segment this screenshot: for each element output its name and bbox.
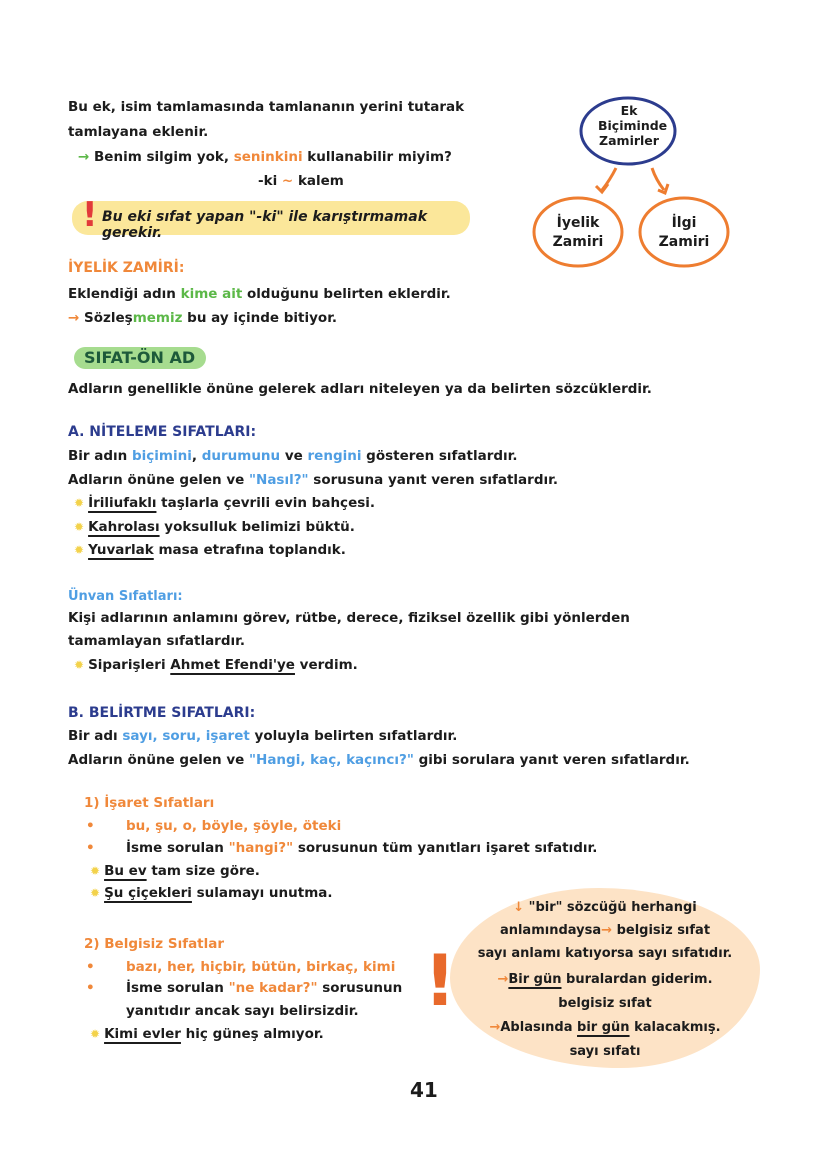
intro-example: → Benim silgim yok, seninkini kullanabilir miyim? [78,149,452,165]
belgisiz-question-2: yanıtıdır ancak sayı belirsizdir. [126,1003,359,1019]
unvan-l1: Kişi adlarının anlamını görev, rütbe, derece, fiziksel özellik gibi yönlerden [68,610,630,626]
note-l4: →Bir gün buralardan giderim. [497,972,713,987]
belirtme-l2: Adların önüne gelen ve "Hangi, kaç, kaçıncı?" gibi sorulara yanıt veren sıfatlardır. [68,752,690,768]
page-number: 41 [410,1078,438,1102]
star-icon: ✹ [90,1027,101,1041]
arrow-left [596,168,616,192]
isaret-ex-1: ✹ Bu ev tam size göre. [90,863,260,879]
arrow-icon: ↓ [513,900,529,915]
niteleme-ex-2: ✹ Kahrolası yoksulluk belimizi büktü. [74,519,355,535]
diagram-right: İlgi Zamiri [658,215,710,250]
wave-arrow-icon: ~ [281,173,294,189]
isaret-words: • bu, şu, o, böyle, şöyle, öteki [86,818,342,834]
star-icon: ✹ [74,658,85,672]
isaret-ex-2: ✹ Şu çiçekleri sulamayı unutma. [90,885,333,901]
diagram-root: Ek Biçiminde Zamirler [598,103,668,148]
star-icon: ✹ [74,496,85,510]
star-icon: ✹ [90,886,101,900]
isaret-question: • İsme sorulan "hangi?" sorusunun tüm yanıtları işaret sıfatıdır. [86,840,598,856]
niteleme-title: A. NİTELEME SIFATLARI: [68,424,257,440]
star-icon: ✹ [74,543,85,557]
note-l1: ↓ "bir" sözcüğü herhangi [513,900,697,915]
note-l6: →Ablasında bir gün kalacakmış. [489,1020,721,1035]
star-icon: ✹ [74,520,85,534]
arrow-icon: → [68,310,85,326]
sifat-title-pill: SIFAT-ÖN AD [74,347,206,369]
ki-kalem: -ki ~ kalem [258,173,344,189]
intro-line-2: tamlayana eklenir. [68,124,209,140]
arrow-right [652,168,668,193]
arrow-icon: → [78,149,95,165]
belgisiz-words: • bazı, her, hiçbir, bütün, birkaç, kimi [86,959,396,975]
exclamation-icon: ! [82,195,98,235]
belirtme-title: B. BELİRTME SIFATLARI: [68,705,256,721]
note-l7: sayı sıfatı [569,1044,641,1059]
note-l2: anlamındaysa→ belgisiz sıfat [499,923,711,938]
niteleme-ex-1: ✹ İriliufaklı taşlarla çevrili evin bahçesi. [74,495,376,511]
arrow-icon: → [497,972,509,987]
belgisiz-example: ✹ Kimi evler hiç güneş almıyor. [90,1026,324,1042]
niteleme-ex-3: ✹ Yuvarlak masa etrafına toplandık. [74,542,346,558]
unvan-title: Ünvan Sıfatları: [68,589,183,604]
warning-box: ! Bu eki sıfat yapan "-ki" ile karıştırmamak gerekir. [72,201,470,235]
iyelik-title: İYELİK ZAMİRİ: [68,260,185,276]
niteleme-l1: Bir adın biçimini, durumunu ve rengini gösteren sıfatlardır. [68,448,518,464]
intro-line-1: Bu ek, isim tamlamasında tamlananın yerini tutarak [68,99,465,115]
note-l5: belgisiz sıfat [558,996,652,1011]
iyelik-example: → Sözleşmemiz bu ay içinde bitiyor. [68,310,338,326]
belgisiz-question: • İsme sorulan "ne kadar?" sorusunun [86,980,403,996]
star-icon: ✹ [90,864,101,878]
arrow-icon: → [489,1020,501,1035]
belirtme-l1: Bir adı sayı, soru, işaret yoluyla belirten sıfatlardır. [68,728,458,744]
unvan-example: ✹ Siparişleri Ahmet Efendi'ye verdim. [74,657,358,673]
arrow-icon: → [601,923,613,938]
iyelik-def: Eklendiği adın kime ait olduğunu belirten eklerdir. [68,286,451,302]
belgisiz-title: 2) Belgisiz Sıfatlar [84,936,225,952]
note-l3: sayı anlamı katıyorsa sayı sıfatıdır. [477,946,733,961]
diagram-left: İyelik Zamiri [552,215,604,250]
niteleme-l2: Adların önüne gelen ve "Nasıl?" sorusuna yanıt veren sıfatlardır. [68,472,558,488]
isaret-title: 1) İşaret Sıfatları [84,795,215,811]
unvan-l2: tamamlayan sıfatlardır. [68,633,245,649]
exclamation-icon: ! [424,940,456,1022]
sifat-def: Adların genellikle önüne gelerek adları niteleyen ya da belirten sözcüklerdir. [68,381,652,397]
